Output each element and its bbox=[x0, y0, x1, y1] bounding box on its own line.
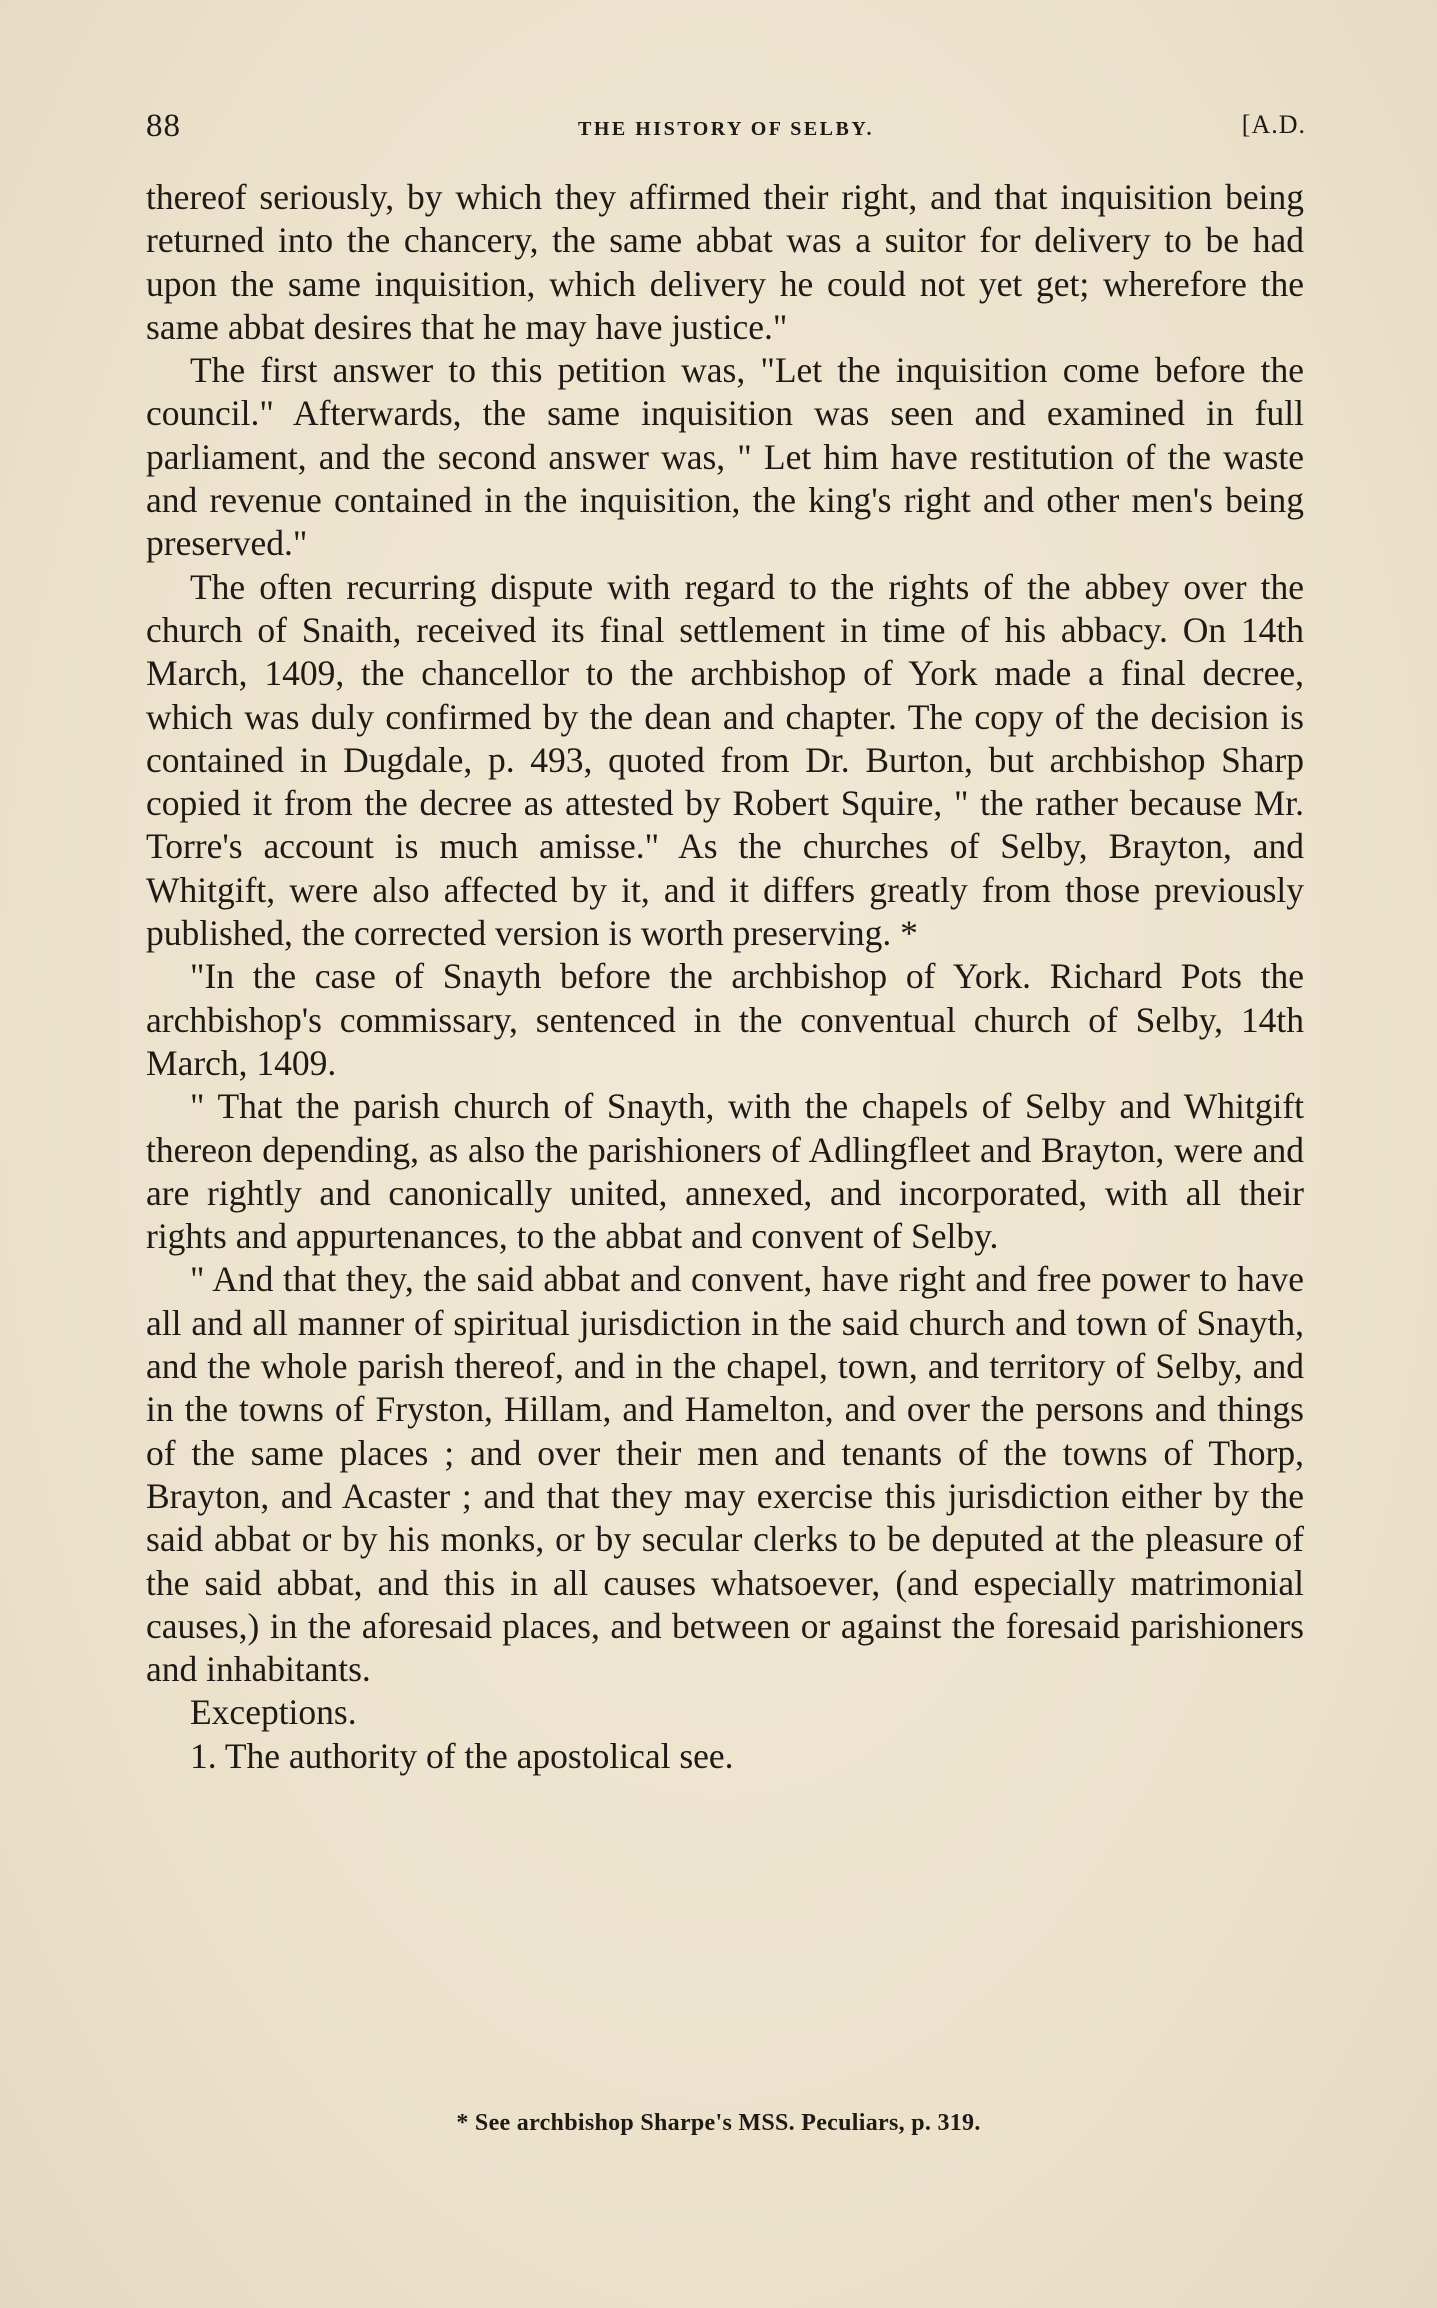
paragraph: 1. The authority of the apostolical see. bbox=[190, 1735, 734, 1776]
paragraph: thereof seriously, by which they affirmed their right, and that inquisition being returned into the chancery, the same abbat was a suitor for delivery to be had upon the same inquisition, which delivery he could not yet get; wherefore the same abbat desires that he may have justice." bbox=[146, 177, 1304, 347]
paragraph: The first answer to this petition was, "Let the inquisition come before the council." Afterwards, the same inquisition was seen and examined in full parliament, and the second answer was, " Let him have restitution of the waste and revenue contained in the inquisition, the king's right and other men's being preserved." bbox=[146, 350, 1304, 564]
paragraph: " And that they, the said abbat and convent, have right and free power to have all and all manner of spiritual jurisdiction in the said church and town of Snayth, and the whole parish thereof, and in the chapel, town, and territory of Selby, and in the towns of Fryston, Hillam, and Hamelton, and over the persons and things of the same places ; and over their men and tenants of the towns of Thorp, Brayton, and Acaster ; and that they may exercise this jurisdiction either by the said abbat or by his monks, or by secular clerks to be deputed at the pleasure of the said abbat, and this in all causes whatsoever, (and especially matrimonial causes,) in the aforesaid places, and between or against the foresaid parishioners and inhabitants. bbox=[146, 1259, 1304, 1690]
running-title: THE HISTORY OF SELBY. bbox=[578, 118, 874, 140]
page-number: 88 bbox=[146, 108, 181, 144]
body-text bbox=[146, 176, 1304, 1778]
paragraph: The often recurring dispute with regard to the rights of the abbey over the church of Snaith, received its final settlement in time of his abbacy. On 14th March, 1409, the chancellor to the archbishop of York made a final decree, which was duly confirmed by the dean and chapter. The copy of the decision is contained in Dugdale, p. 493, quoted from Dr. Burton, but archbishop Sharp copied it from the decree as attested by Robert Squire, " the rather because Mr. Torre's account is much amisse." As the churches of Selby, Brayton, and Whitgift, were also affected by it, and it differs greatly from those previously published, the corrected version is worth preserving. * bbox=[146, 566, 1304, 954]
paragraph: " That the parish church of Snayth, with the chapels of Selby and Whitgift thereon depending, as also the parishioners of Adlingfleet and Brayton, were and are rightly and canonically united, annexed, and incorporated, with all their rights and appurtenances, to the abbat and convent of Selby. bbox=[146, 1086, 1304, 1257]
paragraph: "In the case of Snayth before the archbishop of York. Richard Pots the archbishop's commissary, sentenced in the conventual church of Selby, 14th March, 1409. bbox=[146, 956, 1304, 1083]
footnote: * See archbishop Sharpe's MSS. Peculiars, p. 319. bbox=[456, 2110, 981, 2136]
paragraph: Exceptions. bbox=[190, 1692, 357, 1733]
page-header bbox=[146, 108, 1306, 148]
era-marker: [A.D. bbox=[1241, 110, 1306, 139]
